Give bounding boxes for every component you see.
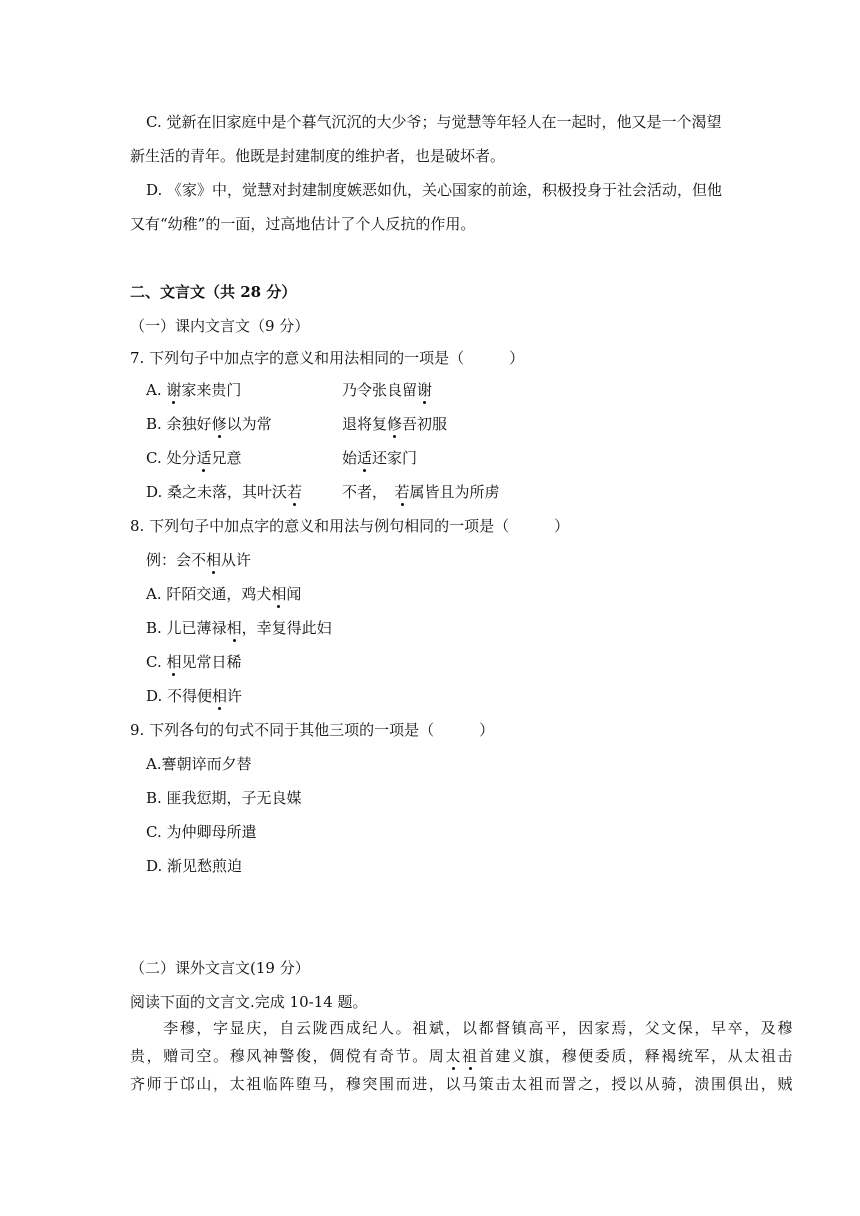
q7-c-left-text1: C. 处分 (146, 449, 197, 467)
q8-c-dotted: 相 (166, 653, 182, 671)
reading-instruction: 阅读下面的文言文.完成 10-14 题。 (130, 993, 368, 1011)
q7-option-a-right (342, 380, 432, 400)
q8-c-text1: C. (146, 653, 167, 671)
q7-d-right-text2: 属皆且为所虏 (409, 483, 500, 501)
passage-line-2-text1: 贵，赠司空。穆风神警俊，倜傥有奇节。周 (130, 1047, 446, 1065)
q7-a-left-dotted: 谢 (166, 381, 182, 399)
q7-b-left-dotted: 修 (211, 415, 227, 433)
q9-option-b[interactable]: B. 匪我愆期，子无良媒 (146, 789, 302, 807)
q7-stem: 7. 下列句子中加点字的意义和用法相同的一项是（ ） (130, 349, 525, 367)
q8-a-dotted: 相 (271, 585, 287, 603)
q7-a-left-text1: A. (146, 381, 167, 399)
passage-line-2-text2: 首建义旗，穆便委质，释褐统军，从太祖击 (478, 1047, 795, 1065)
q8-b-text1: B. 儿已薄禄 (146, 619, 227, 637)
q7-d-right-dotted: 若 (394, 483, 410, 501)
q7-option-d-right (342, 482, 500, 502)
q6-option-c-line1: C. 觉新在旧家庭中是个暮气沉沉的大少爷；与觉慧等年轻人在一起时，他又是一个渴望 (146, 113, 722, 131)
q7-option-b-right (342, 414, 447, 434)
q8-a-text2: 闻 (286, 585, 302, 603)
q9-option-c[interactable]: C. 为仲卿母所遣 (146, 823, 257, 841)
passage-line-2 (130, 1046, 794, 1066)
q7-b-right-text1: 退将复 (342, 415, 388, 433)
q7-c-right-text2: 还家门 (372, 449, 418, 467)
q9-option-d[interactable]: D. 渐见愁煎迫 (146, 857, 243, 875)
q8-example-text1: 例：会不 (146, 551, 207, 569)
q7-d-right-text1: 不者， (342, 483, 395, 501)
passage-line-1: 李穆，字显庆，自云陇西成纪人。祖斌，以都督镇高平，因家焉，父文保，早卒，及穆 (130, 1019, 795, 1037)
q6-option-c-line2: 新生活的青年。他既是封建制度的维护者，也是破坏者。 (130, 147, 506, 165)
q7-d-left-text1: D. 桑之未落，其叶沃 (146, 483, 288, 501)
q7-option-c-left[interactable] (146, 448, 242, 468)
q8-d-text2: 许 (227, 687, 243, 705)
q8-b-text2: ，幸复得此妇 (241, 619, 332, 637)
q6-option-d-line2: 又有“幼稚”的一面，过高地估计了个人反抗的作用。 (130, 215, 476, 233)
subsection-title: （一）课内文言文（9 分） (130, 317, 310, 335)
q8-a-text1: A. 阡陌交通，鸡犬 (146, 585, 272, 603)
q7-b-right-dotted: 修 (387, 415, 403, 433)
section-title: 二、文言文（共 28 分） (130, 283, 297, 301)
q7-option-c-right (342, 448, 417, 468)
q8-d-dotted: 相 (212, 687, 228, 705)
q7-c-left-dotted: 适 (196, 449, 212, 467)
q8-d-text1: D. 不得便 (146, 687, 213, 705)
q9-stem: 9. 下列各句的句式不同于其他三项的一项是（ ） (130, 721, 495, 739)
q7-c-right-text1: 始 (342, 449, 358, 467)
q8-option-b[interactable] (146, 618, 332, 638)
q6-option-d-line1: D. 《家》中，觉慧对封建制度嫉恶如仇，关心国家的前途，积极投身于社会活动，但他 (146, 181, 723, 199)
q8-example-dotted: 相 (206, 551, 222, 569)
passage-line-2-dotted-2: 祖 (462, 1047, 479, 1065)
q7-a-right-dotted: 谢 (417, 381, 433, 399)
q8-option-a[interactable] (146, 584, 301, 604)
q7-b-left-text1: B. 余独好 (146, 415, 212, 433)
passage-line-2-dotted-1: 太 (445, 1047, 463, 1065)
q8-c-text2: 见常日稀 (181, 653, 242, 671)
q8-option-c[interactable] (146, 652, 242, 672)
q7-b-left-text2: 以为常 (226, 415, 272, 433)
q8-stem: 8. 下列句子中加点字的意义和用法与例句相同的一项是（ ） (130, 517, 570, 535)
q7-option-a-left[interactable] (146, 380, 241, 400)
q8-example (146, 550, 251, 570)
q7-d-left-dotted: 若 (287, 483, 303, 501)
q7-c-right-dotted: 适 (357, 449, 373, 467)
q7-a-right-text1: 乃令张良留 (342, 381, 418, 399)
q7-b-right-text2: 吾初服 (402, 415, 448, 433)
q7-option-b-left[interactable] (146, 414, 272, 434)
q8-b-dotted: 相 (226, 619, 242, 637)
subsection-title-2: （二）课外文言文(19 分） (130, 959, 310, 977)
q7-option-d-left[interactable] (146, 482, 302, 502)
q9-option-a[interactable]: A.謇朝谇而夕替 (146, 755, 252, 773)
q8-option-d[interactable] (146, 686, 242, 706)
q8-example-text2: 从许 (221, 551, 252, 569)
q7-a-left-text2: 家来贵门 (181, 381, 242, 399)
passage-line-3: 齐师于邙山，太祖临阵堕马，穆突围而进，以马策击太祖而詈之，授以从骑，溃围俱出，贼 (130, 1075, 795, 1093)
q7-c-left-text2: 兄意 (211, 449, 242, 467)
